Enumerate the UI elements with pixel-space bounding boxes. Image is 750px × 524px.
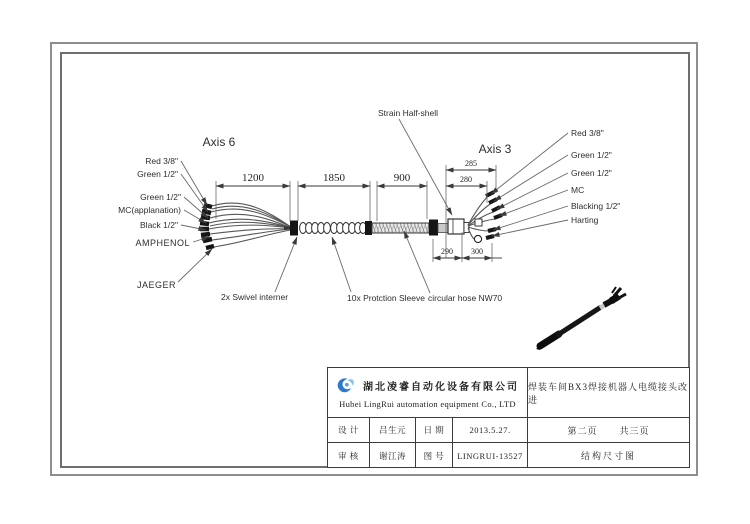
project-title-cell: 焊装车间BX3焊接机器人电缆接头改进: [528, 368, 689, 418]
strain-half-shell: [448, 219, 464, 234]
axis6-wire-fan: [209, 203, 291, 247]
circular-hose: [372, 223, 429, 233]
dim-900: 900: [393, 172, 411, 184]
check-label-cell: 审 核: [328, 443, 370, 468]
dim-280: 280: [460, 175, 472, 184]
company-name-cn: 湖北凌睿自动化设备有限公司: [363, 382, 519, 393]
company-cell: [328, 368, 528, 418]
left-label-green2: Green 1/2": [140, 192, 181, 202]
right-label-red: Red 3/8": [571, 128, 604, 138]
company-name-en: Hubei LingRui automation equipment Co., LTD: [339, 399, 516, 409]
axis3-connector-cluster: [486, 192, 502, 238]
dim-290: 290: [441, 247, 453, 256]
cable-body: [284, 219, 469, 236]
page-total: 共三页: [619, 425, 650, 436]
callout-circular-hose: circular hose NW70: [428, 293, 503, 303]
left-label-jaeger: JAEGER: [136, 280, 176, 290]
left-label-green1: Green 1/2": [137, 169, 178, 179]
swivel-fitting-left: [290, 221, 298, 236]
right-label-blacking: Blacking 1/2": [571, 201, 621, 211]
date-label-cell: 日 期: [416, 418, 453, 443]
sheet-name-cell: 结构尺寸图: [580, 451, 636, 461]
swivel-fitting-right: [365, 221, 372, 235]
date-value-cell: 2013.5.27.: [453, 418, 528, 443]
page-info-cell: [528, 418, 689, 443]
right-label-green2: Green 1/2": [571, 168, 612, 178]
callout-protection-sleeve: 10x Protction Sleeve: [347, 293, 425, 303]
title-block: [327, 367, 690, 468]
strain-half-shell-label: Strain Half-shell: [378, 108, 438, 118]
left-label-mc: MC(applanation): [118, 205, 181, 215]
left-label-red: Red 3/8": [145, 156, 178, 166]
page-current: 第二页: [567, 425, 598, 436]
callout-swivel: 2x Swivel interner: [221, 292, 289, 302]
design-value-cell: 吕生元: [370, 418, 416, 443]
axis6-label: Axis 6: [202, 135, 236, 149]
left-label-black: Black 1/2": [140, 220, 178, 230]
cable-photo: [536, 287, 626, 350]
design-label-cell: 设 计: [328, 418, 370, 443]
protection-sleeve: [300, 223, 367, 234]
dim-300: 300: [471, 247, 483, 256]
dim-285: 285: [465, 159, 477, 168]
dim-1200: 1200: [242, 172, 264, 184]
drawing-no-value-cell: LINGRUI-13527: [453, 443, 528, 468]
hose-end-fitting: [429, 220, 438, 236]
right-label-harting: Harting: [571, 215, 599, 225]
harting-connector: [474, 235, 481, 242]
dim-1850: 1850: [323, 172, 345, 184]
mc-connector: [475, 219, 482, 226]
drawing-no-label-cell: 图 号: [416, 443, 453, 468]
right-label-green1: Green 1/2": [571, 150, 612, 160]
right-label-mc: MC: [571, 185, 585, 195]
axis3-label: Axis 3: [478, 142, 512, 156]
left-label-amphenol: AMPHENOL: [135, 238, 190, 248]
check-value-cell: 谢江涛: [370, 443, 416, 468]
company-logo-icon: [336, 376, 356, 395]
